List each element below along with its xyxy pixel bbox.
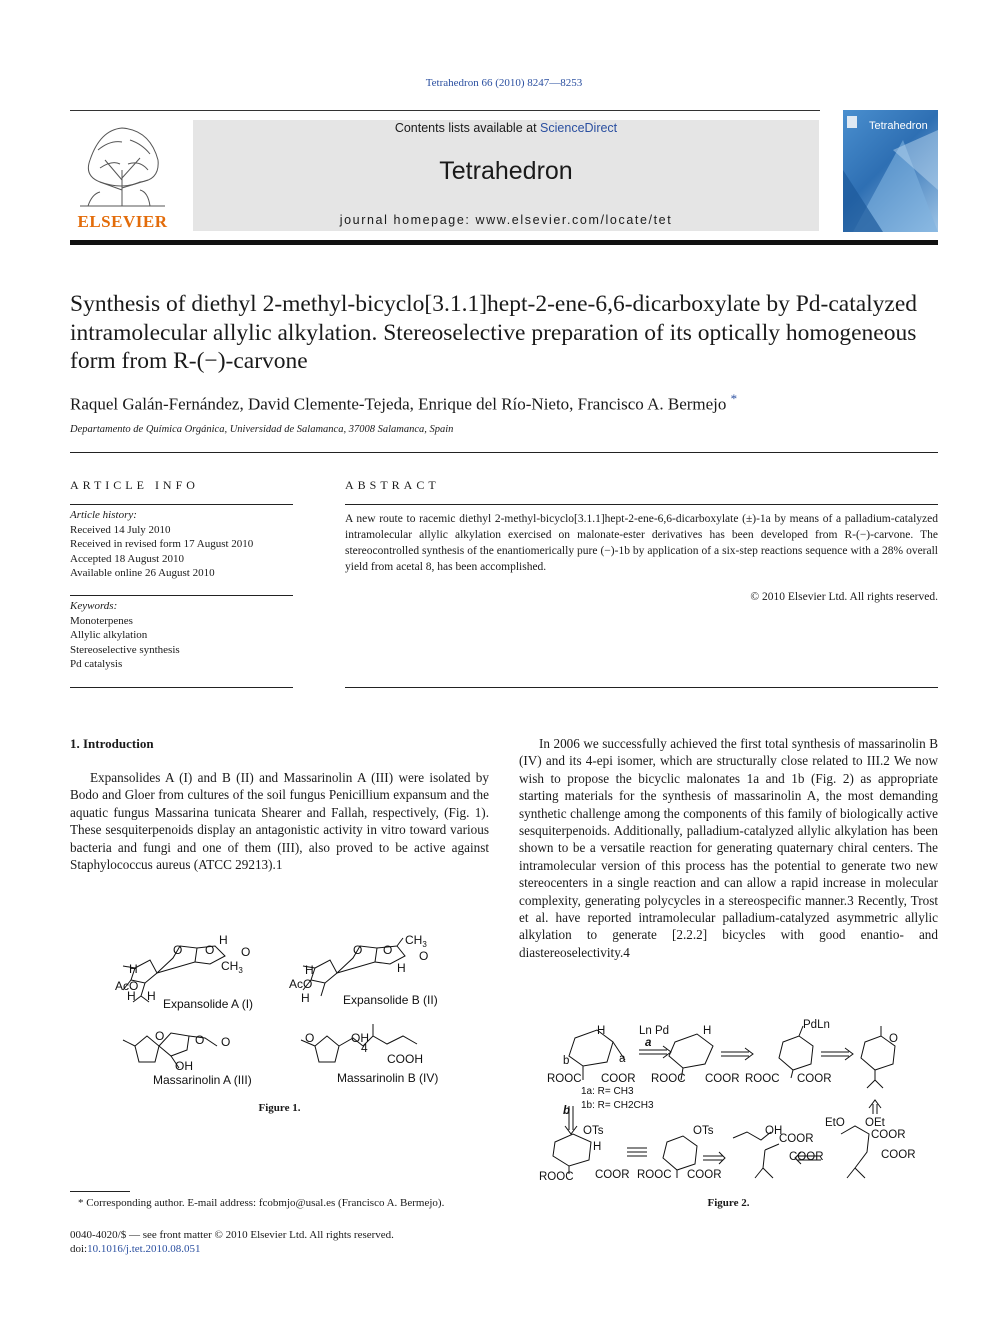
svg-text:COOR: COOR [595,1169,630,1181]
history-revised: Received in revised form 17 August 2010 [70,538,254,550]
svg-text:OH: OH [175,1059,193,1073]
header-rule [70,110,820,111]
doi-link[interactable]: 10.1016/j.tet.2010.08.051 [87,1243,201,1255]
svg-text:COOR: COOR [797,1073,832,1085]
svg-text:H: H [397,961,406,975]
svg-text:O: O [195,1033,205,1047]
svg-text:H: H [593,1141,602,1153]
abstract-copyright: © 2010 Elsevier Ltd. All rights reserved. [750,591,938,603]
keyword: Monoterpenes [70,614,133,627]
svg-text:Ln Pd: Ln Pd [639,1025,670,1037]
cover-title: Tetrahedron [869,120,928,132]
figure-2-caption: Figure 2. [707,1197,750,1209]
right-column [519,735,938,961]
history-received: Received 14 July 2010 [70,523,171,536]
issn-line: 0040-4020/$ — see front matter © 2010 Elsevier Ltd. All rights reserved. [70,1229,394,1241]
keyword: Allylic alkylation [70,629,148,641]
svg-text:O: O [383,943,393,957]
figure-1-label-IV: Massarinolin B (IV) [337,1071,439,1085]
journal-title: Tetrahedron [439,157,573,185]
keywords [70,599,293,672]
svg-text:H: H [597,1025,606,1037]
svg-text:ROOC: ROOC [637,1169,672,1181]
elsevier-wordmark: ELSEVIER [77,212,168,231]
journal-cover-thumbnail[interactable] [843,110,938,232]
keywords-label: Keywords: [70,600,118,612]
svg-text:OTs: OTs [693,1125,714,1137]
article-info-rule [70,504,293,505]
left-column [70,769,489,873]
svg-text:COOH: COOH [387,1052,423,1066]
svg-text:H: H [127,989,136,1003]
author-list [70,391,737,415]
svg-text:COOR: COOR [881,1149,916,1161]
keywords-rule [70,595,293,596]
footnote-rule [70,1191,130,1192]
intro-paragraph-1: Expansolides A (I) and B (II) and Massarinolin A (III) were isolated by Bodo and Gloer from cultures of the soil fungus Penicillium expansum and the aquatic fungus Massarina tunicata Shearer and Fallah, respectively, (Fig. 1). These sesquiterpenoids display an antagonistic activity in vitro toward various bacteria and fungi and one of them (III), also proved to be active against Staphylococcus aureus (ATCC 29213).1 [70,770,489,873]
corresponding-author-mark[interactable]: * [730,391,738,406]
svg-text:COOR: COOR [601,1073,636,1085]
svg-text:COOR: COOR [779,1133,814,1145]
svg-text:COOR: COOR [687,1169,722,1181]
svg-text:4: 4 [361,1041,368,1055]
history-online: Available online 26 August 2010 [70,567,215,579]
step-b-label: b [563,1105,571,1117]
abstract-text: A new route to racemic diethyl 2-methyl-bicyclo[3.1.1]hept-2-ene-6,6-dicarboxylate (±)-1a by means of a palladium-catalyzed intramolecular allylic alkylation exercised on malonate-ester derivatives has been developed from R-(−)-carvone. The stereocontrolled synthesis of the enantiomerically pure (−)-1b by application of a six-step reactions sequence with a 28% overall yield from acetal 8, has been accomplished. [345,513,938,573]
doi-label: doi: [70,1243,88,1255]
svg-text:H: H [129,962,138,976]
contents-line [193,121,819,135]
section-heading-introduction: 1. Introduction [70,736,154,751]
figure-1-structures [105,928,455,1093]
svg-text:OH: OH [351,1031,369,1045]
svg-text:ROOC: ROOC [745,1073,780,1085]
figure-1-label-III: Massarinolin A (III) [153,1073,252,1087]
history-label: Article history: [70,509,137,521]
authors-text: Raquel Galán-Fernández, David Clemente-Tejeda, Enrique del Río-Nieto, Francisco A. Bermejo [70,394,727,414]
figure-2-scheme [535,1018,935,1188]
corresponding-author-footnote: * Corresponding author. E-mail address: fcobmjo@usal.es (Francisco A. Bermejo). [78,1197,445,1209]
figure-1-label-I: Expansolide A (I) [163,997,254,1011]
figure-1-label-II: Expansolide B (II) [343,993,438,1007]
svg-text:O: O [889,1033,898,1045]
svg-text:AcO: AcO [115,979,139,993]
step-a-label: a [645,1037,652,1049]
figure-1-caption: Figure 1. [258,1102,301,1114]
journal-homepage[interactable]: journal homepage: www.elsevier.com/locate/tet [339,213,673,227]
title-divider [70,452,938,453]
svg-text:ROOC: ROOC [651,1073,686,1085]
doi-line [70,1243,200,1255]
svg-text:COOR: COOR [705,1073,740,1085]
svg-text:CH3: $CH_3$ [221,959,243,975]
article-title: Synthesis of diethyl 2-methyl-bicyclo[3.1.1]hept-2-ene-6,6-dicarboxylate by Pd-catalyzed intramolecular allylic alkylation. Stereoselective preparation of its optically homogeneous form from R-(−)-carvone [70,291,918,374]
abstract-rule [345,504,938,505]
article-history [70,508,293,581]
history-accepted: Accepted 18 August 2010 [70,552,184,565]
legend-1b: 1b: R= CH2CH3 [581,1100,654,1111]
article-info-bottom-rule [70,687,293,688]
header-thick-rule [70,240,938,245]
svg-text:AcO: AcO [289,977,313,991]
svg-text:O: O [173,943,183,957]
svg-text:O: O [305,1031,315,1045]
svg-text:COOR: COOR [789,1151,824,1163]
affiliation: Departamento de Química Orgánica, Universidad de Salamanca, 37008 Salamanca, Spain [70,424,454,435]
svg-text:O: O [353,943,363,957]
svg-text:COOR: COOR [871,1129,906,1141]
legend-1a: 1a: R= CH3 [581,1086,634,1097]
abstract-heading: ABSTRACT [345,478,440,492]
svg-text:b: b [563,1055,570,1067]
contents-prefix: Contents lists available at [394,121,537,135]
svg-text:H: H [219,933,228,947]
svg-text:O: O [155,1029,165,1043]
svg-text:H: H [305,963,314,977]
svg-text:OH: OH [765,1125,783,1137]
keyword: Pd catalysis [70,658,123,670]
keyword: Stereoselective synthesis [70,643,180,656]
journal-reference[interactable]: Tetrahedron 66 (2010) 8247—8253 [425,77,583,89]
svg-text:O: O [419,949,429,963]
svg-text:OTs: OTs [583,1125,604,1137]
svg-text:O: O [205,943,215,957]
sciencedirect-link[interactable]: ScienceDirect [540,121,618,135]
svg-text:CH3: $CH_3$ [405,933,427,949]
article-info-heading: ARTICLE INFO [70,478,199,492]
svg-text:ROOC: ROOC [539,1171,574,1183]
svg-text:H: H [703,1025,712,1037]
svg-text:EtO: EtO [825,1117,845,1129]
svg-text:OEt: OEt [865,1117,885,1129]
svg-text:PdLn: PdLn [803,1019,830,1031]
svg-text:ROOC: ROOC [547,1073,582,1085]
svg-text:O: O [221,1035,231,1049]
svg-text:H: H [147,989,156,1003]
abstract-bottom-rule [345,687,938,688]
svg-text:O: O [241,945,251,959]
intro-paragraph-2: In 2006 we successfully achieved the first total synthesis of massarinolin B (IV) and its 4-epi isomer, which are structurally close related to III.2 We now wish to propose the bicyclic malonates 1a and 1b (Fig. 2) as appropriate starting materials for the synthesis of massarinolin A, the most demanding synthetic challenge among the components of this family of biologically active sesquiterpenoids. Additionally, palladium-catalyzed allylic alkylation has been shown to be a versatile reaction for generating quaternary chiral centers. The intramolecular version of this process has the potential to generate two new stereocenters in a single reaction and can allow a rapid increase in molecular complexity, generating polycycles in a stereospecific manner.3 Recently, Trost et al. have reported intramolecular palladium-catalyzed asymmetric allylic alkylation to generate [2.2.2] bicycles with good enantio- and diastereoselectivity.4 [519,736,938,960]
svg-text:H: H [301,991,310,1005]
svg-text:a: a [619,1053,626,1065]
